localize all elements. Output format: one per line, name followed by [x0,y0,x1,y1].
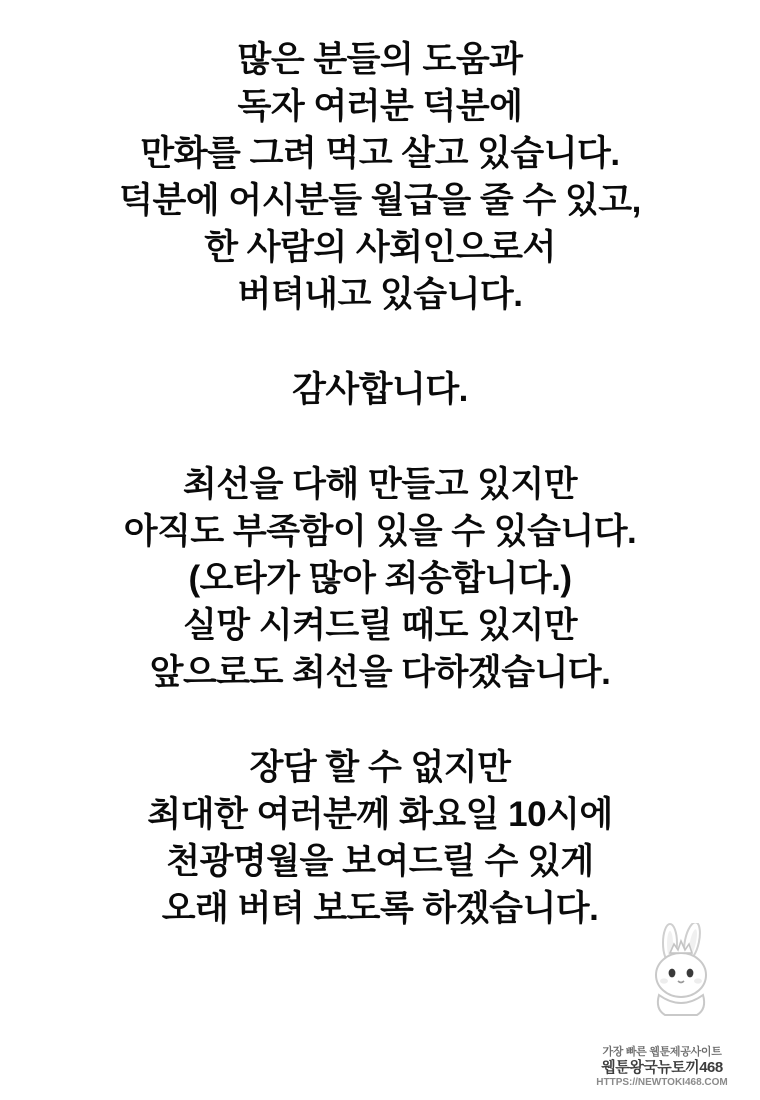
message-line: 실망 시켜드릴 때도 있지만 [182,606,578,645]
message-line: (오타가 많아 죄송합니다.) [188,559,572,598]
paragraph-3 [0,461,760,696]
message-line: 장담 할 수 없지만 [249,748,511,787]
watermark-tagline: 가장 빠른 웹툰제공사이트 [602,1046,722,1059]
message-line: 한 사람의 사회인으로서 [204,228,556,267]
paragraph-gap [0,318,760,366]
paragraph-gap [0,696,760,744]
rabbit-mascot-icon [626,923,736,1018]
watermark [578,916,754,1096]
message-line: 최선을 다해 만들고 있지만 [182,465,578,504]
message-line: 최대한 여러분께 화요일 10시에 [147,795,613,834]
message-line: 천광명월을 보여드릴 수 있게 [166,842,594,881]
message-line: 감사합니다. [292,370,468,409]
message-line: 많은 분들의 도움과 [237,40,523,79]
watermark-text [578,1047,746,1088]
paragraph-gap [0,413,760,461]
message-line: 앞으로도 최선을 다하겠습니다. [149,653,611,692]
watermark-site-name: 웹툰왕국뉴토끼468 [601,1058,723,1076]
message-line: 독자 여러분 덕분에 [237,87,523,126]
message-line: 만화를 그려 먹고 살고 있습니다. [140,134,620,173]
message-line: 아직도 부족함이 있을 수 있습니다. [123,512,637,551]
message-body [0,36,760,932]
paragraph-2 [0,366,760,413]
paragraph-4 [0,744,760,932]
message-line: 덕분에 어시분들 월급을 줄 수 있고, [119,181,641,220]
message-line: 오래 버텨 보도록 하겠습니다. [161,889,599,928]
paragraph-1 [0,36,760,318]
message-line: 버텨내고 있습니다. [237,275,523,314]
watermark-url: HTTPS://NEWTOKI468.COM [596,1076,728,1088]
